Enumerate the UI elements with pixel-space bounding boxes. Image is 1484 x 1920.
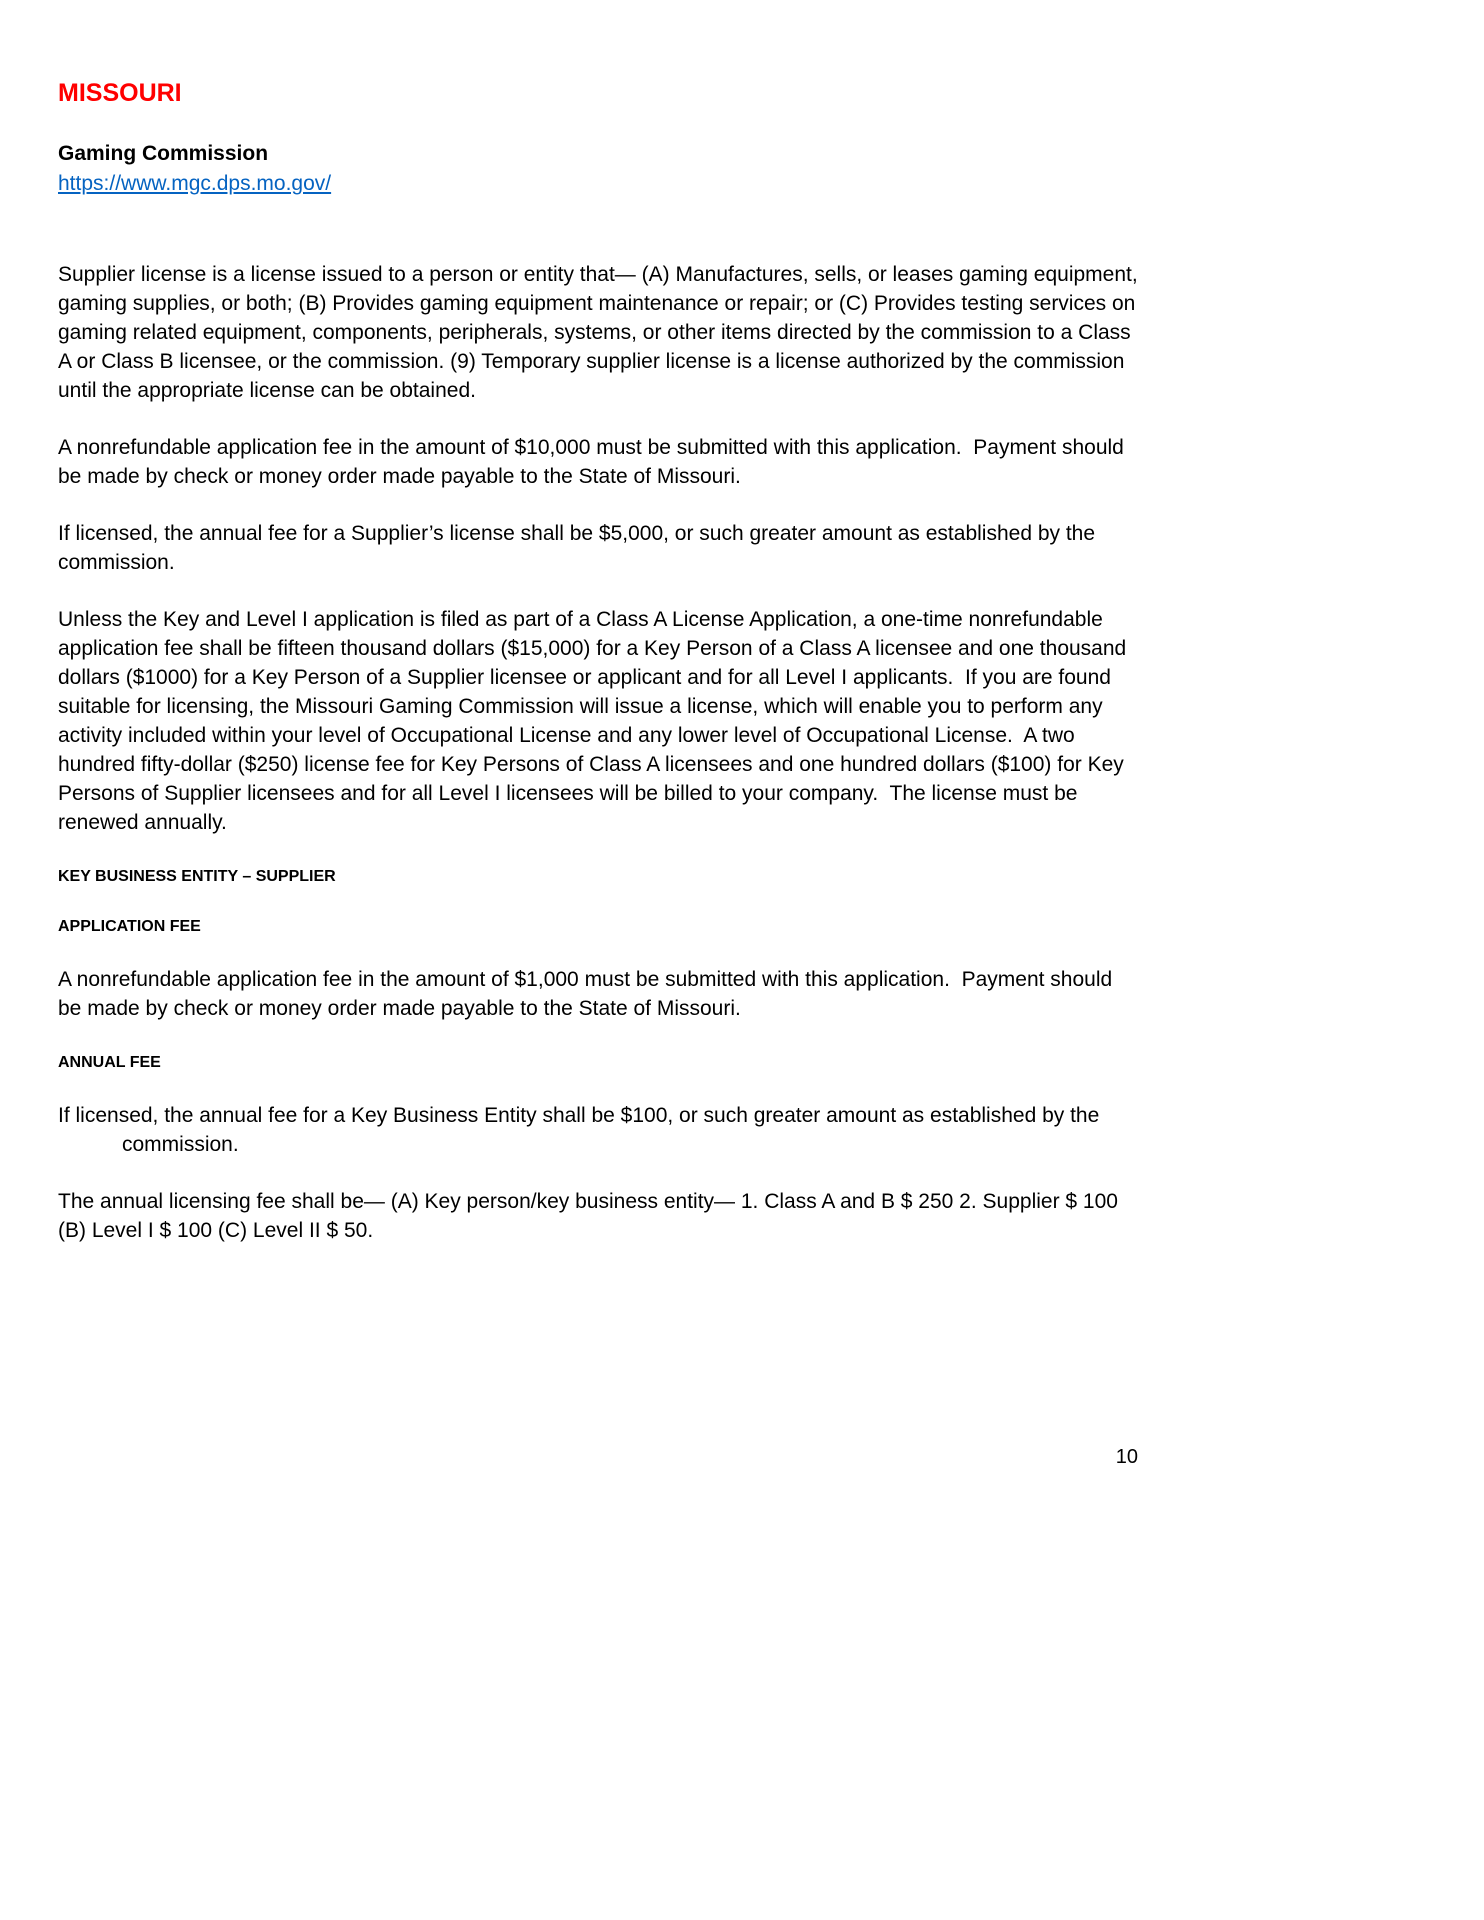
heading-application-fee: APPLICATION FEE xyxy=(58,918,201,935)
state-heading: MISSOURI xyxy=(58,79,182,107)
paragraph-key-level1-fees: Unless the Key and Level I application is filed as part of a Class A License Application, a one-time nonrefundable application fee shall be fifteen thousand dollars ($15,000) for a Key Person of a Class A licensee and one thousand dollars ($1000) for a Key Person of a Supplier licensee or applicant and for all Level I applicants. If you are found suitable for licensing, the Missouri Gaming Commission will issue a license, which will enable you to perform any activity included within your level of Occupational License and any lower level of Occupational License. A two hundred fifty-dollar ($250) license fee for Key Persons of Class A licensees and one hundred dollars ($100) for Key Persons of Supplier licensees and for all Level I licensees will be billed to your company. The license must be renewed annually. xyxy=(58,608,1133,834)
heading-annual-fee: ANNUAL FEE xyxy=(58,1054,161,1071)
paragraph-kbe-annual-fee xyxy=(58,1101,1138,1159)
agency-url-line xyxy=(58,170,1138,200)
agency-name-heading: Gaming Commission xyxy=(58,142,269,165)
page-number: 10 xyxy=(1115,1446,1138,1468)
paragraph-annual-licensing-fee-schedule: The annual licensing fee shall be— (A) Key person/key business entity— 1. Class A and B $ 250 2. Supplier $ 100 (B) Level I $ 100 (C) Level II $ 50. xyxy=(58,1190,1124,1242)
paragraph-supplier-annual-fee: If licensed, the annual fee for a Supplier’s license shall be $5,000, or such greater amount as established by the commission. xyxy=(58,522,1101,574)
paragraph-kbe-application-fee: A nonrefundable application fee in the amount of $1,000 must be submitted with this application. Payment should be made by check or money order made payable to the State of Missouri. xyxy=(58,968,1119,1020)
document-content xyxy=(58,78,1144,1245)
kbe-annual-fee-line2: commission. xyxy=(122,1133,239,1156)
kbe-annual-fee-line1: If licensed, the annual fee for a Key Business Entity shall be $100, or such greater amount as established by the xyxy=(58,1104,1100,1127)
heading-key-business-entity-supplier: KEY BUSINESS ENTITY – SUPPLIER xyxy=(58,868,336,885)
paragraph-supplier-license-definition: Supplier license is a license issued to a person or entity that— (A) Manufactures, sells, or leases gaming equipment, gaming supplies, or both; (B) Provides gaming equipment maintenance or repair; or (C) Provides testing services on gaming related equipment, components, peripherals, systems, or other items directed by the commission to a Class A or Class B licensee, or the commission. (9) Temporary supplier license is a license authorized by the commission until the appropriate license can be obtained. xyxy=(58,263,1144,402)
paragraph-supplier-application-fee: A nonrefundable application fee in the amount of $10,000 must be submitted with this application. Payment should be made by check or money order made payable to the State of Missouri. xyxy=(58,436,1130,488)
agency-website-link[interactable]: https://www.mgc.dps.mo.gov/ xyxy=(58,172,332,195)
